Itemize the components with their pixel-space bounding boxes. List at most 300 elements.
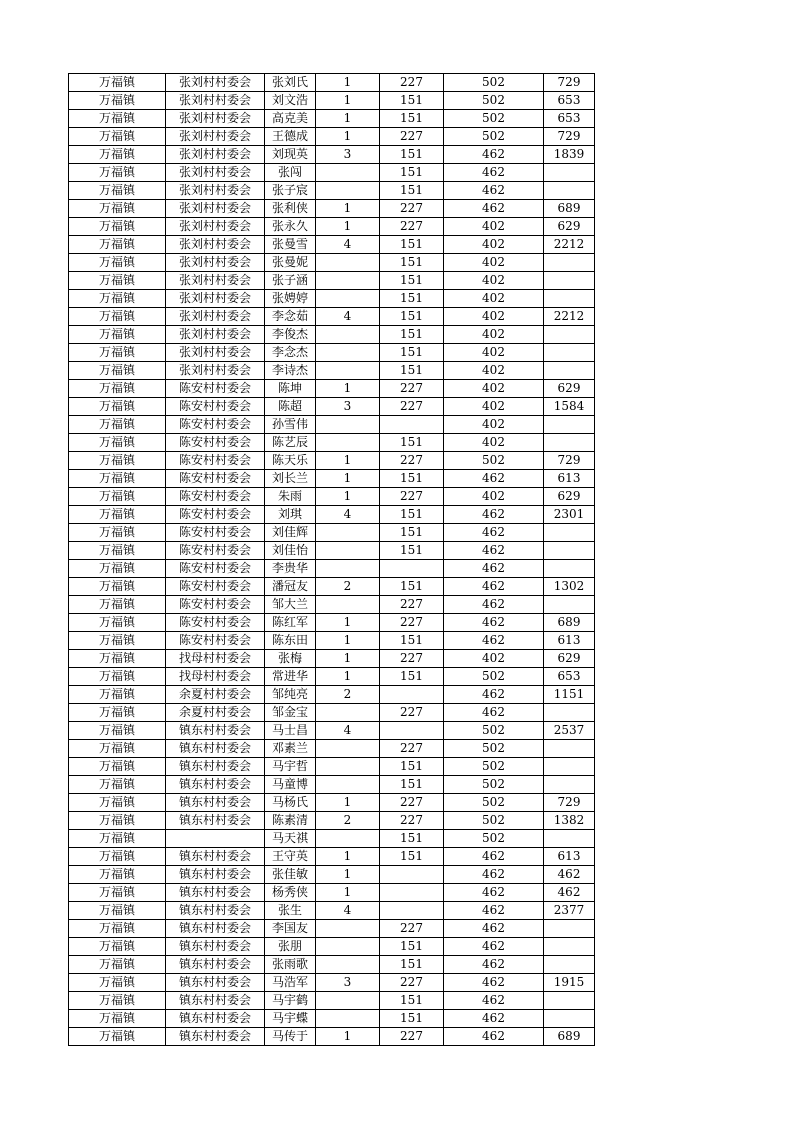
value-b-cell: 462	[444, 974, 544, 992]
value-b-cell: 462	[444, 884, 544, 902]
value-b-cell: 502	[444, 722, 544, 740]
town-cell: 万福镇	[69, 110, 166, 128]
name-cell: 张生	[265, 902, 316, 920]
value-a-cell: 227	[380, 596, 444, 614]
total-cell: 2301	[544, 506, 595, 524]
town-cell: 万福镇	[69, 470, 166, 488]
name-cell: 刘文浩	[265, 92, 316, 110]
table-row	[69, 272, 595, 290]
name-cell: 马宇哲	[265, 758, 316, 776]
value-a-cell: 151	[380, 308, 444, 326]
count-cell	[316, 254, 380, 272]
total-cell: 689	[544, 1028, 595, 1046]
total-cell	[544, 290, 595, 308]
total-cell	[544, 830, 595, 848]
count-cell	[316, 326, 380, 344]
count-cell	[316, 1010, 380, 1028]
value-b-cell: 502	[444, 794, 544, 812]
count-cell: 1	[316, 668, 380, 686]
count-cell	[316, 290, 380, 308]
total-cell: 2212	[544, 236, 595, 254]
village-cell: 找母村村委会	[166, 668, 265, 686]
table-row	[69, 362, 595, 380]
table-row	[69, 254, 595, 272]
table-row	[69, 488, 595, 506]
value-b-cell: 502	[444, 668, 544, 686]
town-cell: 万福镇	[69, 254, 166, 272]
town-cell: 万福镇	[69, 506, 166, 524]
total-cell	[544, 596, 595, 614]
count-cell: 3	[316, 398, 380, 416]
table-row	[69, 938, 595, 956]
town-cell: 万福镇	[69, 128, 166, 146]
value-b-cell: 402	[444, 380, 544, 398]
count-cell	[316, 992, 380, 1010]
name-cell: 张娉婷	[265, 290, 316, 308]
village-cell: 张刘村村委会	[166, 218, 265, 236]
value-b-cell: 502	[444, 758, 544, 776]
value-b-cell: 402	[444, 344, 544, 362]
village-cell: 镇东村村委会	[166, 776, 265, 794]
value-b-cell: 402	[444, 416, 544, 434]
count-cell	[316, 956, 380, 974]
table-row	[69, 758, 595, 776]
total-cell: 653	[544, 110, 595, 128]
count-cell	[316, 758, 380, 776]
village-cell: 镇东村村委会	[166, 956, 265, 974]
village-cell: 陈安村村委会	[166, 632, 265, 650]
table-row	[69, 704, 595, 722]
value-b-cell: 402	[444, 254, 544, 272]
total-cell: 613	[544, 848, 595, 866]
value-a-cell	[380, 416, 444, 434]
village-cell: 陈安村村委会	[166, 614, 265, 632]
town-cell: 万福镇	[69, 146, 166, 164]
name-cell: 王德成	[265, 128, 316, 146]
value-b-cell: 462	[444, 1010, 544, 1028]
name-cell: 王守英	[265, 848, 316, 866]
total-cell	[544, 920, 595, 938]
town-cell: 万福镇	[69, 704, 166, 722]
total-cell	[544, 182, 595, 200]
name-cell: 张曼雪	[265, 236, 316, 254]
town-cell: 万福镇	[69, 848, 166, 866]
town-cell: 万福镇	[69, 578, 166, 596]
village-cell: 张刘村村委会	[166, 308, 265, 326]
village-cell: 陈安村村委会	[166, 470, 265, 488]
name-cell: 李贵华	[265, 560, 316, 578]
table-body	[69, 74, 595, 1046]
value-a-cell: 151	[380, 434, 444, 452]
village-cell: 张刘村村委会	[166, 128, 265, 146]
value-a-cell: 151	[380, 182, 444, 200]
town-cell: 万福镇	[69, 758, 166, 776]
count-cell	[316, 524, 380, 542]
village-cell: 余夏村村委会	[166, 686, 265, 704]
value-a-cell: 227	[380, 974, 444, 992]
value-a-cell: 151	[380, 668, 444, 686]
village-cell: 镇东村村委会	[166, 866, 265, 884]
name-cell: 张佳敏	[265, 866, 316, 884]
value-a-cell: 151	[380, 254, 444, 272]
total-cell: 1839	[544, 146, 595, 164]
value-b-cell: 402	[444, 308, 544, 326]
name-cell: 陈东田	[265, 632, 316, 650]
village-cell: 陈安村村委会	[166, 524, 265, 542]
name-cell: 张朋	[265, 938, 316, 956]
total-cell	[544, 416, 595, 434]
total-cell: 653	[544, 668, 595, 686]
name-cell: 刘现英	[265, 146, 316, 164]
value-a-cell: 151	[380, 470, 444, 488]
name-cell: 张利侠	[265, 200, 316, 218]
value-b-cell: 462	[444, 542, 544, 560]
count-cell	[316, 272, 380, 290]
value-a-cell	[380, 722, 444, 740]
town-cell: 万福镇	[69, 866, 166, 884]
table-row	[69, 290, 595, 308]
table-row	[69, 848, 595, 866]
town-cell: 万福镇	[69, 740, 166, 758]
village-cell: 张刘村村委会	[166, 74, 265, 92]
value-a-cell: 151	[380, 506, 444, 524]
town-cell: 万福镇	[69, 920, 166, 938]
table-row	[69, 632, 595, 650]
value-b-cell: 502	[444, 452, 544, 470]
table-row	[69, 164, 595, 182]
town-cell: 万福镇	[69, 992, 166, 1010]
table-row	[69, 470, 595, 488]
village-cell: 陈安村村委会	[166, 380, 265, 398]
value-b-cell: 402	[444, 398, 544, 416]
value-b-cell: 402	[444, 272, 544, 290]
town-cell: 万福镇	[69, 164, 166, 182]
value-a-cell: 151	[380, 344, 444, 362]
name-cell: 刘长兰	[265, 470, 316, 488]
count-cell: 1	[316, 632, 380, 650]
table-row	[69, 524, 595, 542]
value-b-cell: 462	[444, 506, 544, 524]
count-cell: 1	[316, 452, 380, 470]
village-cell: 镇东村村委会	[166, 902, 265, 920]
town-cell: 万福镇	[69, 812, 166, 830]
total-cell: 613	[544, 470, 595, 488]
table-row	[69, 218, 595, 236]
name-cell: 刘佳辉	[265, 524, 316, 542]
name-cell: 朱雨	[265, 488, 316, 506]
value-a-cell: 227	[380, 380, 444, 398]
village-cell: 镇东村村委会	[166, 974, 265, 992]
count-cell: 1	[316, 488, 380, 506]
village-cell: 镇东村村委会	[166, 920, 265, 938]
count-cell	[316, 560, 380, 578]
name-cell: 陈天乐	[265, 452, 316, 470]
town-cell: 万福镇	[69, 794, 166, 812]
village-cell: 张刘村村委会	[166, 326, 265, 344]
total-cell: 1151	[544, 686, 595, 704]
value-a-cell	[380, 686, 444, 704]
value-a-cell: 151	[380, 1010, 444, 1028]
town-cell: 万福镇	[69, 524, 166, 542]
total-cell: 729	[544, 794, 595, 812]
town-cell: 万福镇	[69, 236, 166, 254]
value-a-cell: 227	[380, 650, 444, 668]
village-cell: 陈安村村委会	[166, 452, 265, 470]
count-cell	[316, 434, 380, 452]
village-cell: 镇东村村委会	[166, 722, 265, 740]
village-cell: 镇东村村委会	[166, 938, 265, 956]
count-cell: 1	[316, 1028, 380, 1046]
count-cell: 4	[316, 308, 380, 326]
table-row	[69, 110, 595, 128]
table-row	[69, 830, 595, 848]
total-cell	[544, 542, 595, 560]
value-a-cell: 151	[380, 758, 444, 776]
value-a-cell: 151	[380, 632, 444, 650]
table-row	[69, 560, 595, 578]
village-cell: 张刘村村委会	[166, 200, 265, 218]
village-cell	[166, 830, 265, 848]
total-cell: 729	[544, 74, 595, 92]
name-cell: 马士昌	[265, 722, 316, 740]
town-cell: 万福镇	[69, 1010, 166, 1028]
count-cell	[316, 704, 380, 722]
value-b-cell: 502	[444, 776, 544, 794]
village-cell: 镇东村村委会	[166, 740, 265, 758]
village-cell: 镇东村村委会	[166, 884, 265, 902]
count-cell: 1	[316, 218, 380, 236]
count-cell: 1	[316, 200, 380, 218]
table-row	[69, 866, 595, 884]
total-cell: 689	[544, 614, 595, 632]
total-cell: 462	[544, 866, 595, 884]
value-b-cell: 462	[444, 146, 544, 164]
village-cell: 镇东村村委会	[166, 1028, 265, 1046]
value-a-cell: 151	[380, 938, 444, 956]
village-cell: 陈安村村委会	[166, 578, 265, 596]
value-a-cell: 227	[380, 812, 444, 830]
count-cell	[316, 776, 380, 794]
count-cell: 1	[316, 380, 380, 398]
total-cell	[544, 956, 595, 974]
town-cell: 万福镇	[69, 416, 166, 434]
table-row	[69, 182, 595, 200]
count-cell: 1	[316, 848, 380, 866]
count-cell: 1	[316, 128, 380, 146]
total-cell: 462	[544, 884, 595, 902]
value-b-cell: 462	[444, 632, 544, 650]
town-cell: 万福镇	[69, 956, 166, 974]
village-cell: 陈安村村委会	[166, 488, 265, 506]
town-cell: 万福镇	[69, 938, 166, 956]
town-cell: 万福镇	[69, 398, 166, 416]
village-cell: 张刘村村委会	[166, 272, 265, 290]
name-cell: 孙雪伟	[265, 416, 316, 434]
town-cell: 万福镇	[69, 902, 166, 920]
value-b-cell: 462	[444, 182, 544, 200]
count-cell: 3	[316, 974, 380, 992]
value-b-cell: 402	[444, 362, 544, 380]
table-row	[69, 884, 595, 902]
value-b-cell: 462	[444, 938, 544, 956]
value-a-cell: 227	[380, 398, 444, 416]
count-cell	[316, 182, 380, 200]
village-cell: 镇东村村委会	[166, 1010, 265, 1028]
village-cell: 张刘村村委会	[166, 344, 265, 362]
value-b-cell: 462	[444, 866, 544, 884]
value-a-cell	[380, 560, 444, 578]
value-b-cell: 402	[444, 290, 544, 308]
name-cell: 邹纯亮	[265, 686, 316, 704]
value-b-cell: 462	[444, 524, 544, 542]
total-cell: 1382	[544, 812, 595, 830]
name-cell: 陈红军	[265, 614, 316, 632]
value-a-cell: 151	[380, 776, 444, 794]
village-cell: 陈安村村委会	[166, 560, 265, 578]
value-a-cell: 151	[380, 146, 444, 164]
total-cell: 1302	[544, 578, 595, 596]
value-a-cell	[380, 866, 444, 884]
value-b-cell: 402	[444, 218, 544, 236]
name-cell: 陈坤	[265, 380, 316, 398]
value-a-cell: 151	[380, 326, 444, 344]
value-b-cell: 502	[444, 830, 544, 848]
town-cell: 万福镇	[69, 632, 166, 650]
value-a-cell: 151	[380, 848, 444, 866]
village-cell: 陈安村村委会	[166, 416, 265, 434]
value-b-cell: 462	[444, 578, 544, 596]
town-cell: 万福镇	[69, 92, 166, 110]
value-b-cell: 462	[444, 164, 544, 182]
count-cell: 1	[316, 650, 380, 668]
count-cell: 1	[316, 614, 380, 632]
table-row	[69, 902, 595, 920]
village-cell: 张刘村村委会	[166, 164, 265, 182]
name-cell: 张子涵	[265, 272, 316, 290]
value-a-cell: 151	[380, 110, 444, 128]
value-b-cell: 402	[444, 488, 544, 506]
table-row	[69, 920, 595, 938]
name-cell: 潘冠友	[265, 578, 316, 596]
value-b-cell: 462	[444, 560, 544, 578]
table-row	[69, 74, 595, 92]
value-a-cell: 227	[380, 218, 444, 236]
value-a-cell	[380, 902, 444, 920]
village-cell: 张刘村村委会	[166, 254, 265, 272]
value-b-cell: 462	[444, 704, 544, 722]
town-cell: 万福镇	[69, 74, 166, 92]
town-cell: 万福镇	[69, 614, 166, 632]
value-a-cell: 151	[380, 92, 444, 110]
total-cell	[544, 164, 595, 182]
count-cell: 4	[316, 506, 380, 524]
count-cell: 4	[316, 236, 380, 254]
name-cell: 李俊杰	[265, 326, 316, 344]
table-row	[69, 1028, 595, 1046]
table-row	[69, 434, 595, 452]
table-row	[69, 92, 595, 110]
table-row	[69, 614, 595, 632]
total-cell	[544, 704, 595, 722]
village-cell: 张刘村村委会	[166, 182, 265, 200]
value-b-cell: 502	[444, 110, 544, 128]
value-a-cell: 151	[380, 524, 444, 542]
total-cell	[544, 992, 595, 1010]
value-b-cell: 462	[444, 596, 544, 614]
name-cell: 陈素清	[265, 812, 316, 830]
value-a-cell: 151	[380, 542, 444, 560]
town-cell: 万福镇	[69, 974, 166, 992]
value-a-cell: 227	[380, 704, 444, 722]
name-cell: 邓素兰	[265, 740, 316, 758]
name-cell: 马传于	[265, 1028, 316, 1046]
name-cell: 李国友	[265, 920, 316, 938]
table-row	[69, 398, 595, 416]
village-cell: 张刘村村委会	[166, 236, 265, 254]
town-cell: 万福镇	[69, 1028, 166, 1046]
count-cell	[316, 938, 380, 956]
name-cell: 刘琪	[265, 506, 316, 524]
count-cell	[316, 362, 380, 380]
name-cell: 张永久	[265, 218, 316, 236]
count-cell	[316, 164, 380, 182]
village-cell: 张刘村村委会	[166, 92, 265, 110]
town-cell: 万福镇	[69, 452, 166, 470]
name-cell: 张曼妮	[265, 254, 316, 272]
name-cell: 张闯	[265, 164, 316, 182]
name-cell: 马浩军	[265, 974, 316, 992]
value-b-cell: 402	[444, 650, 544, 668]
value-a-cell: 227	[380, 794, 444, 812]
name-cell: 邹大兰	[265, 596, 316, 614]
name-cell: 陈艺辰	[265, 434, 316, 452]
count-cell	[316, 344, 380, 362]
count-cell: 1	[316, 884, 380, 902]
value-b-cell: 462	[444, 902, 544, 920]
total-cell	[544, 344, 595, 362]
village-cell: 陈安村村委会	[166, 398, 265, 416]
town-cell: 万福镇	[69, 218, 166, 236]
value-a-cell: 227	[380, 1028, 444, 1046]
total-cell: 1915	[544, 974, 595, 992]
town-cell: 万福镇	[69, 884, 166, 902]
count-cell: 1	[316, 110, 380, 128]
town-cell: 万福镇	[69, 488, 166, 506]
count-cell	[316, 830, 380, 848]
table-row	[69, 650, 595, 668]
value-a-cell: 151	[380, 236, 444, 254]
town-cell: 万福镇	[69, 668, 166, 686]
value-a-cell: 151	[380, 164, 444, 182]
value-a-cell: 151	[380, 578, 444, 596]
village-cell: 张刘村村委会	[166, 146, 265, 164]
value-a-cell: 151	[380, 290, 444, 308]
table-row	[69, 812, 595, 830]
count-cell: 1	[316, 794, 380, 812]
table-row	[69, 542, 595, 560]
town-cell: 万福镇	[69, 326, 166, 344]
count-cell: 2	[316, 812, 380, 830]
name-cell: 李诗杰	[265, 362, 316, 380]
total-cell	[544, 434, 595, 452]
name-cell: 李念杰	[265, 344, 316, 362]
value-b-cell: 462	[444, 200, 544, 218]
name-cell: 张刘氏	[265, 74, 316, 92]
table-row	[69, 596, 595, 614]
village-cell: 张刘村村委会	[166, 110, 265, 128]
total-cell: 729	[544, 452, 595, 470]
value-a-cell: 227	[380, 74, 444, 92]
